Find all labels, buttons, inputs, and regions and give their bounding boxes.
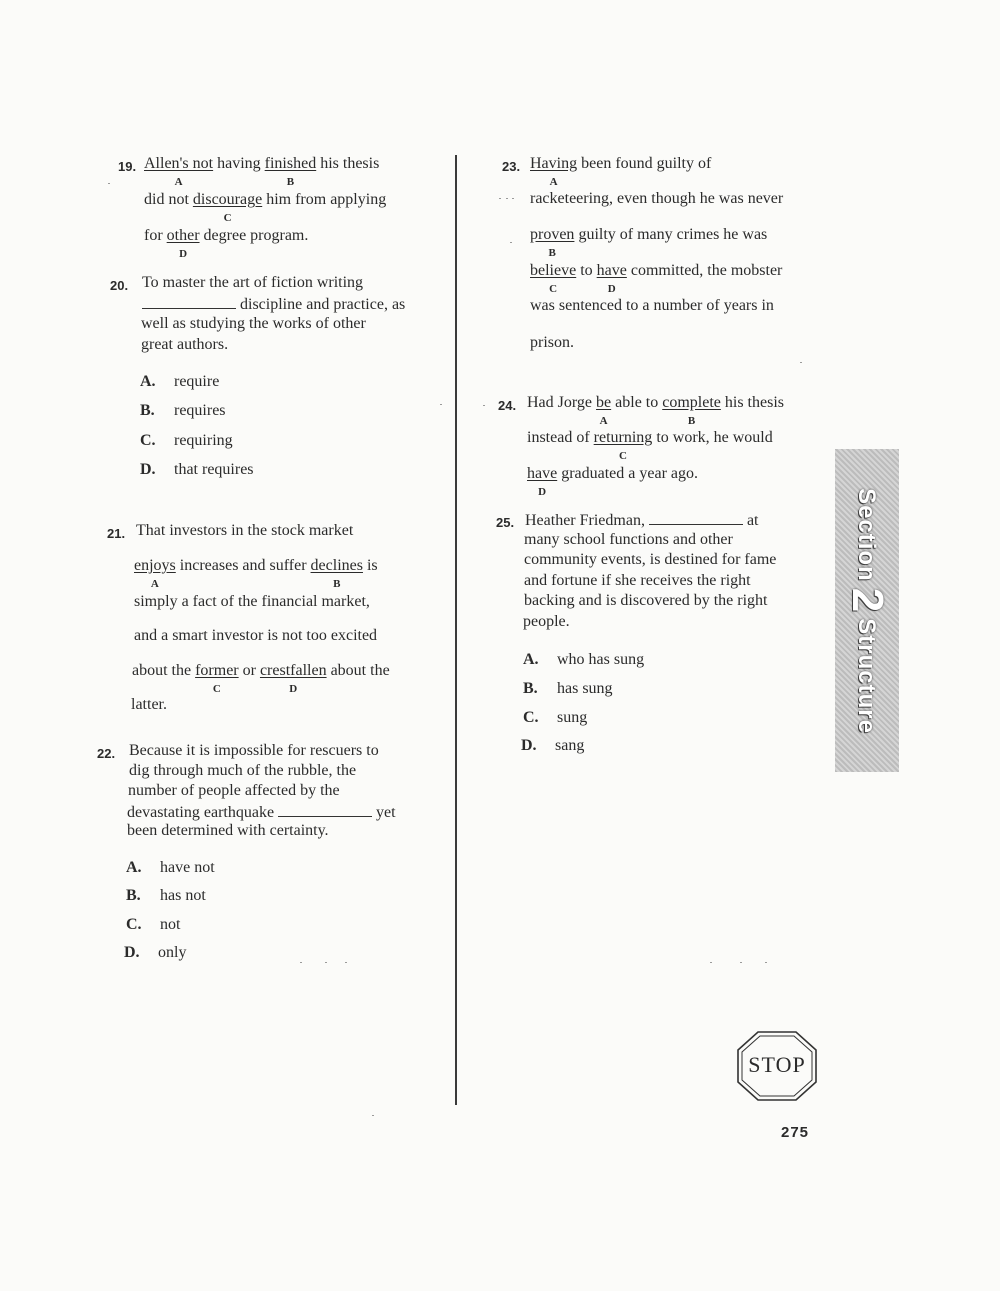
question-25-line-3: community events, is destined for fame — [524, 551, 777, 568]
q21-option-a-phrase[interactable]: enjoys — [134, 557, 176, 574]
q24-option-a-phrase[interactable]: be — [596, 394, 612, 411]
q21-label-b: B — [333, 578, 341, 590]
question-23-line-5: was sentenced to a number of years in — [530, 297, 774, 314]
q23-label-a: A — [549, 176, 558, 188]
q22-option-c[interactable]: C. not — [126, 916, 181, 933]
question-22-line-2: dig through much of the rubble, the — [129, 762, 357, 779]
question-22-line-1: Because it is impossible for rescuers to — [129, 742, 379, 759]
section-tab-title: Structure — [853, 617, 880, 734]
question-20-line-1: To master the art of fiction writing — [142, 274, 364, 291]
question-21-line-1: That investors in the stock market — [136, 522, 354, 539]
question-21-line-5: about the former C or crestfallen D about the — [132, 662, 390, 680]
section-tab-word: Section — [853, 487, 880, 582]
question-19-line-2: did not discourage C him from applying — [144, 191, 386, 209]
question-23-line-3: proven B guilty of many crimes he was — [530, 226, 767, 244]
q22-option-d[interactable]: D. only — [124, 944, 187, 961]
scan-speck — [372, 1115, 374, 1116]
question-25-line-2: many school functions and other — [524, 531, 733, 548]
q20-option-d[interactable]: D. that requires — [140, 461, 254, 478]
scan-speck — [510, 242, 512, 243]
question-21-line-2: enjoys A increases and suffer declines B is — [134, 557, 378, 575]
scan-speck — [108, 183, 110, 184]
question-24-number: 24. — [498, 398, 517, 413]
q19-option-b-phrase[interactable]: finished — [264, 155, 317, 172]
question-20-line-2: discipline and practice, as — [142, 295, 405, 314]
question-23-line-4: believe C to have D committed, the mobster — [530, 262, 782, 280]
question-19-line-3: for other D degree program. — [144, 227, 308, 245]
question-21-number: 21. — [107, 526, 126, 541]
q24-label-b: B — [687, 415, 696, 427]
question-21-line-4: and a smart investor is not too excited — [134, 627, 378, 644]
question-23-line-6: prison. — [530, 334, 574, 351]
question-25-line-4: and fortune if she receives the right — [524, 572, 751, 589]
q24-label-c: C — [619, 450, 627, 462]
q25-option-c[interactable]: C. sung — [523, 709, 588, 726]
scan-speck — [512, 198, 514, 199]
q19-label-b: B — [286, 176, 295, 188]
q24-option-c-phrase[interactable]: returning — [593, 429, 653, 446]
q21-label-d: D — [289, 683, 298, 695]
question-20-line-3: well as studying the works of other — [141, 315, 366, 332]
q19-label-d: D — [179, 248, 188, 260]
q21-label-c: C — [212, 683, 221, 695]
q24-label-a: A — [599, 415, 608, 427]
scan-speck — [710, 962, 712, 963]
scan-speck — [499, 198, 501, 199]
q22-option-b[interactable]: B. has not — [126, 887, 206, 904]
q23-option-c-phrase[interactable]: believe — [530, 262, 577, 279]
scan-speck — [325, 962, 327, 963]
q19-option-a-phrase[interactable]: Allen's not — [144, 155, 214, 172]
q24-label-d: D — [538, 486, 547, 498]
page-number: 275 — [781, 1124, 810, 1141]
stop-sign-label: STOP — [748, 1052, 806, 1077]
question-20-number: 20. — [110, 278, 129, 293]
q20-option-c[interactable]: C. requiring — [140, 432, 233, 449]
scan-speck — [765, 962, 767, 963]
q20-option-b[interactable]: B. requires — [140, 402, 226, 419]
question-25-number: 25. — [496, 515, 515, 530]
q23-label-d: D — [607, 283, 616, 295]
q21-option-b-phrase[interactable]: declines — [310, 557, 363, 574]
question-25-line-6: people. — [523, 613, 570, 630]
q25-blank — [649, 511, 743, 525]
column-divider — [455, 155, 457, 1105]
question-24-line-2: instead of returning C to work, he would — [527, 429, 773, 447]
q23-option-a-phrase[interactable]: Having — [530, 155, 578, 172]
q21-option-c-phrase[interactable]: former — [195, 662, 239, 679]
q24-option-d-phrase[interactable]: have — [527, 465, 558, 482]
q23-label-b: B — [548, 247, 556, 259]
q22-option-a[interactable]: A. have not — [126, 859, 215, 876]
question-23-number: 23. — [502, 159, 521, 174]
question-22-line-4: devastating earthquake yet — [127, 804, 396, 821]
q21-option-d-phrase[interactable]: crestfallen — [259, 662, 327, 679]
q20-option-a[interactable]: A. require — [140, 373, 220, 390]
section-tab-number: 2 — [843, 587, 892, 612]
question-22-line-3: number of people affected by the — [128, 782, 340, 799]
question-23-line-1: Having A been found guilty of — [530, 155, 711, 173]
question-21-line-3: simply a fact of the financial market, — [134, 593, 370, 610]
section-tab-label — [842, 488, 892, 734]
q23-option-d-phrase[interactable]: have — [596, 262, 627, 279]
question-22-number: 22. — [97, 746, 116, 761]
q19-label-a: A — [174, 176, 183, 188]
scan-speck — [440, 404, 442, 405]
scan-speck — [300, 962, 302, 963]
scan-speck — [506, 198, 508, 199]
q23-label-c: C — [549, 283, 558, 295]
q25-option-b[interactable]: B. has sung — [523, 680, 613, 697]
question-20-line-4: great authors. — [141, 336, 229, 353]
question-24-line-3: have D graduated a year ago. — [527, 465, 698, 483]
q25-option-a[interactable]: A. who has sung — [523, 651, 645, 668]
q19-label-c: C — [223, 212, 232, 224]
question-24-line-1: Had Jorge be A able to complete B his thesis — [527, 394, 784, 412]
scan-speck — [800, 362, 802, 363]
q19-option-d-phrase[interactable]: other — [166, 227, 200, 244]
question-25-line-1: Heather Friedman, at — [525, 512, 759, 529]
question-19-line-1: Allen's not A having finished B his thesis — [144, 155, 379, 173]
question-23-line-2: racketeering, even though he was never — [530, 190, 784, 207]
q23-option-b-phrase[interactable]: proven — [530, 226, 575, 243]
question-21-line-6: latter. — [131, 696, 167, 713]
scan-speck — [740, 962, 742, 963]
question-22-line-5: been determined with certainty. — [127, 822, 329, 839]
question-19-number: 19. — [118, 159, 137, 174]
q25-option-d[interactable]: D. sang — [521, 737, 585, 754]
scan-speck — [483, 405, 485, 406]
q24-option-b-phrase[interactable]: complete — [662, 394, 721, 411]
q21-label-a: A — [150, 578, 159, 590]
q19-option-c-phrase[interactable]: discourage — [192, 191, 263, 208]
question-25-line-5: backing and is discovered by the right — [524, 592, 768, 609]
q22-blank — [278, 803, 372, 817]
section-tab — [835, 449, 899, 772]
scan-speck — [345, 962, 347, 963]
q20-blank — [142, 295, 236, 309]
stop-sign — [736, 1030, 818, 1102]
